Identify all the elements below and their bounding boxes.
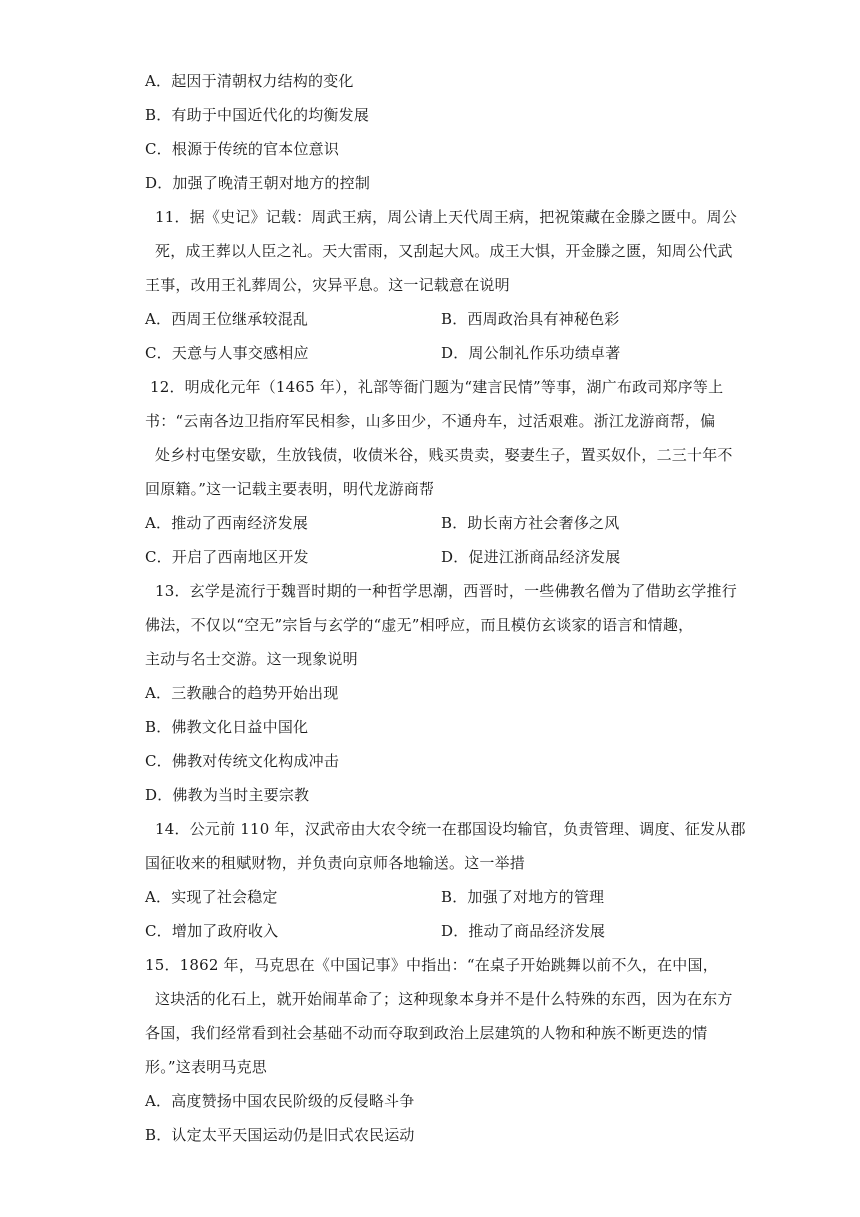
question-12-line-3: 处乡村屯堡安歇，生放钱债，收债米谷，贱买贵卖，娶妻生子，置买奴仆，二三十年不 bbox=[155, 446, 733, 464]
option-a: A．起因于清朝权力结构的变化 bbox=[145, 72, 354, 90]
question-13-line-3: 主动与名士交游。这一现象说明 bbox=[145, 650, 358, 668]
question-14-line-2: 国征收来的租赋财物，并负责向京师各地输送。这一举措 bbox=[145, 854, 526, 872]
q12-option-c: C．开启了西南地区开发 bbox=[145, 548, 309, 566]
question-12-line-4: 回原籍。”这一记载主要表明，明代龙游商帮 bbox=[145, 480, 435, 498]
q13-option-b: B．佛教文化日益中国化 bbox=[145, 718, 309, 736]
q11-option-d: D．周公制礼作乐功绩卓著 bbox=[441, 344, 621, 362]
q12-option-a: A．推动了西南经济发展 bbox=[145, 514, 309, 532]
q11-option-a: A．西周王位继承较混乱 bbox=[145, 310, 309, 328]
question-14-line-1: 14．公元前 110 年，汉武帝由大农令统一在郡国设均输官，负责管理、调度、征发从郡 bbox=[155, 820, 746, 838]
question-15-line-3: 各国，我们经常看到社会基础不动而夺取到政治上层建筑的人物和种族不断更迭的情 bbox=[145, 1024, 708, 1042]
q11-option-b: B．西周政治具有神秘色彩 bbox=[441, 310, 620, 328]
option-c: C．根源于传统的官本位意识 bbox=[145, 140, 340, 158]
question-11-line-3: 王事，改用王礼葬周公，灾异平息。这一记载意在说明 bbox=[145, 276, 510, 294]
question-13-line-1: 13．玄学是流行于魏晋时期的一种哲学思潮，西晋时，一些佛教名僧为了借助玄学推行 bbox=[155, 582, 737, 600]
q14-option-a: A．实现了社会稳定 bbox=[145, 888, 278, 906]
question-11-line-1: 11．据《史记》记载：周武王病，周公请上天代周王病，把祝策藏在金滕之匮中。周公 bbox=[155, 208, 737, 226]
option-b: B．有助于中国近代化的均衡发展 bbox=[145, 106, 370, 124]
q15-option-b: B．认定太平天国运动仍是旧式农民运动 bbox=[145, 1126, 415, 1144]
q11-option-c: C．天意与人事交感相应 bbox=[145, 344, 309, 362]
question-13-line-2: 佛法，不仅以“空无”宗旨与玄学的“虚无”相呼应，而且模仿玄谈家的语言和情趣， bbox=[145, 616, 694, 634]
q14-option-b: B．加强了对地方的管理 bbox=[441, 888, 605, 906]
question-12-line-2: 书：“云南各边卫指府军民相参，山多田少，不通舟车，过活艰难。浙江龙游商帮，偏 bbox=[145, 412, 716, 430]
q13-option-d: D．佛教为当时主要宗教 bbox=[145, 786, 310, 804]
question-15-line-2: 这块活的化石上，就开始闹革命了；这种现象本身并不是什么特殊的东西，因为在东方 bbox=[155, 990, 733, 1008]
q13-option-a: A．三教融合的趋势开始出现 bbox=[145, 684, 339, 702]
q14-option-d: D．推动了商品经济发展 bbox=[441, 922, 606, 940]
q13-option-c: C．佛教对传统文化构成冲击 bbox=[145, 752, 340, 770]
q12-option-b: B．助长南方社会奢侈之风 bbox=[441, 514, 620, 532]
question-12-line-1: 12．明成化元年（1465 年），礼部等衙门题为“建言民情”等事，湖广布政司郑序等上 bbox=[150, 378, 724, 396]
q15-option-a: A．高度赞扬中国农民阶级的反侵略斗争 bbox=[145, 1092, 415, 1110]
question-11-line-2: 死，成王葬以人臣之礼。天大雷雨，又刮起大风。成王大惧，开金滕之匮，知周公代武 bbox=[155, 242, 733, 260]
option-d: D．加强了晚清王朝对地方的控制 bbox=[145, 174, 371, 192]
question-15-line-4: 形。”这表明马克思 bbox=[145, 1058, 267, 1076]
q14-option-c: C．增加了政府收入 bbox=[145, 922, 279, 940]
q12-option-d: D．促进江浙商品经济发展 bbox=[441, 548, 621, 566]
question-15-line-1: 15．1862 年，马克思在《中国记事》中指出：“在桌子开始跳舞以前不久，在中国， bbox=[145, 956, 718, 974]
